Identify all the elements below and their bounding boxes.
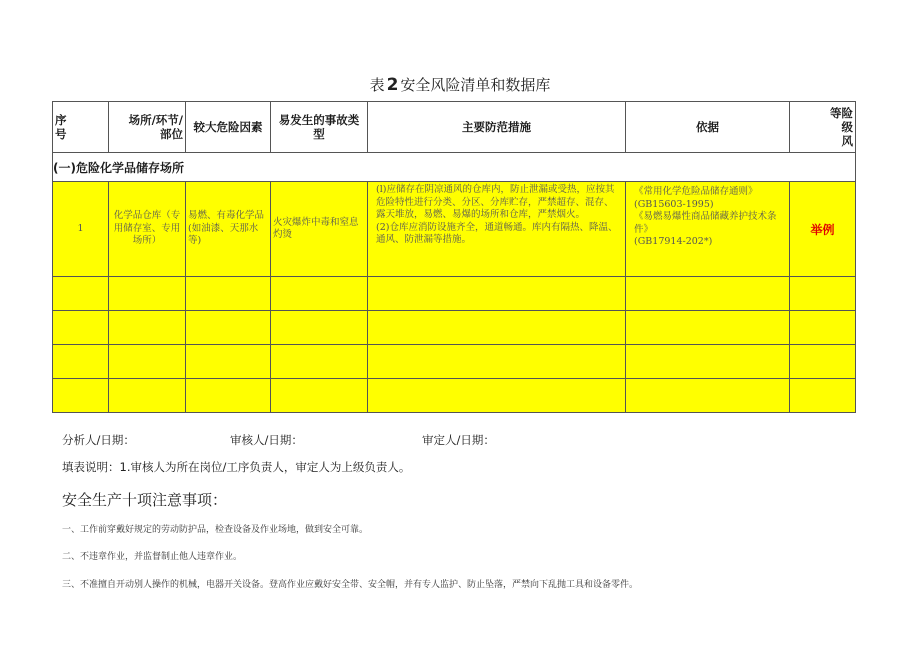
section-title: (一)危险化学品储存场所 [53,153,856,182]
document-title [0,74,920,95]
section-row [53,153,856,182]
header-location: 场所/环节/ 部位 [109,102,186,153]
cell-no: 1 [53,182,109,277]
title-text: 安全风险清单和数据库 [400,76,551,94]
safety-item-3: 三、不准擅自开动别人操作的机械，电器开关设备。登高作业应戴好安全带、安全帽，并有专人监护、防止坠落，严禁向下乱抛工具和设备零件。 [62,580,639,590]
analyst-field: 分析人/日期： [62,433,135,447]
header-accident: 易发生的事故类 型 [271,102,368,153]
cell-basis [626,182,790,277]
title-prefix: 表 [369,76,385,94]
safety-item-1: 一、工作前穿戴好规定的劳动防护品，检查设备及作业场地，做到安全可靠。 [62,525,369,535]
basis-3: 《易燃易爆性商品储藏养护技术条件》 [634,211,777,235]
approver-field: 审定人/日期： [422,433,495,447]
basis-1: 《常用化学危险品储存通则》 [634,186,758,197]
empty-row [53,379,856,413]
cell-hazard: 易燃、有毒化学品(如油漆、天那水等) [186,182,271,277]
measure-2: (2)仓库应消防设施齐全，通道畅通。库内有隔热、降温、通风、防泄漏等措施。 [376,221,618,245]
safety-item-2: 二、不违章作业，并监督制止他人违章作业。 [62,552,243,562]
basis-2: (GB15603-1995) [634,198,714,210]
header-row [53,102,856,153]
fill-note: 填表说明：1.审核人为所在岗位/工序负责人，审定人为上级负责人。 [62,460,411,474]
header-no: 序 号 [53,102,109,153]
empty-row [53,277,856,311]
empty-row [53,311,856,345]
reviewer-field: 审核人/日期： [230,433,303,447]
header-hazard: 较大危险因素 [186,102,271,153]
risk-table [52,101,856,413]
header-basis: 依据 [626,102,790,153]
title-number: 2 [386,75,399,95]
signature-line [62,432,495,448]
measure-1: (l)应储存在阴凉通风的仓库内，防止泄漏或受热，应按其危险特性进行分类、分区、分库贮存，严禁超存、混存、露天堆放，易燃、易爆的场所和仓库，严禁烟火。 [376,184,615,220]
header-measures: 主要防范措施 [368,102,626,153]
safety-subtitle: 安全生产十项注意事项： [62,491,228,509]
cell-accident: 火灾爆炸中毒和窒息灼烫 [271,182,368,277]
cell-level-example: 举例 [790,182,856,277]
header-level: 等险 级 风 [790,102,856,153]
basis-4: (GB17914-202*) [634,236,713,247]
cell-measures [368,182,626,277]
empty-row [53,345,856,379]
cell-location: 化学品仓库（专用储存室、专用场所） [109,182,186,277]
table-row [53,182,856,277]
